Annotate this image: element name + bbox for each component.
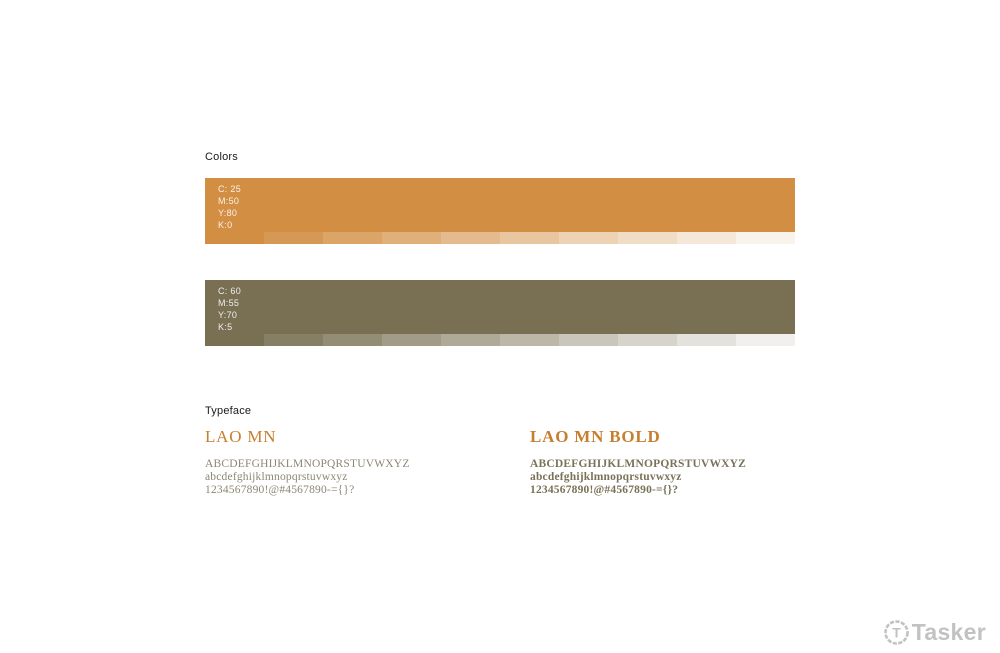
tint-segment [323, 232, 382, 244]
tint-segment [205, 232, 264, 244]
tint-segment [677, 232, 736, 244]
tint-segment [264, 334, 323, 346]
specimen-uppercase: ABCDEFGHIJKLMNOPQRSTUVWXYZ [205, 458, 410, 470]
watermark [883, 619, 986, 646]
tint-segment [264, 232, 323, 244]
cmyk-value-c: C: 25 [218, 184, 242, 194]
specimen-numerals: 1234567890!@#4567890-={}? [530, 484, 679, 496]
tint-segment [441, 334, 500, 346]
tint-segment [736, 232, 795, 244]
tint-strip [205, 334, 795, 346]
tint-segment [323, 334, 382, 346]
typeface-specimen-regular [205, 427, 410, 497]
tint-segment [677, 334, 736, 346]
tint-segment [618, 232, 677, 244]
color-swatch-orange [205, 178, 795, 244]
svg-text:T: T [891, 624, 901, 641]
tint-segment [382, 334, 441, 346]
typeface-name: LAO MN [205, 427, 277, 446]
specimen-lowercase: abcdefghijklmnopqrstuvwxyz [530, 471, 682, 483]
typeface-name: LAO MN BOLD [530, 427, 661, 446]
specimen-uppercase: ABCDEFGHIJKLMNOPQRSTUVWXYZ [530, 458, 747, 470]
cmyk-value-k: K:5 [218, 322, 233, 332]
cmyk-value-c: C: 60 [218, 286, 242, 296]
tint-segment [500, 334, 559, 346]
tint-segment [736, 334, 795, 346]
color-swatch-block [205, 178, 795, 232]
typeface-specimen-bold [530, 427, 746, 497]
color-swatch-block [205, 280, 795, 334]
tint-segment [205, 334, 264, 346]
cmyk-value-k: K:0 [218, 220, 233, 230]
watermark-text: Tasker [911, 619, 986, 645]
typeface-section-label: Typeface [205, 405, 252, 417]
cmyk-value-m: M:55 [218, 298, 240, 308]
tint-segment [382, 232, 441, 244]
tint-strip [205, 232, 795, 244]
cmyk-value-m: M:50 [218, 196, 240, 206]
tint-segment [500, 232, 559, 244]
tint-segment [441, 232, 500, 244]
colors-section-label: Colors [205, 151, 238, 163]
tint-segment [618, 334, 677, 346]
tint-segment [559, 232, 618, 244]
cmyk-value-y: Y:70 [218, 310, 238, 320]
tint-segment [559, 334, 618, 346]
cmyk-value-y: Y:80 [218, 208, 238, 218]
tasker-logo-icon [883, 619, 910, 646]
specimen-numerals: 1234567890!@#4567890-={}? [205, 484, 355, 496]
specimen-lowercase: abcdefghijklmnopqrstuvwxyz [205, 471, 348, 483]
color-swatch-olive [205, 280, 795, 346]
